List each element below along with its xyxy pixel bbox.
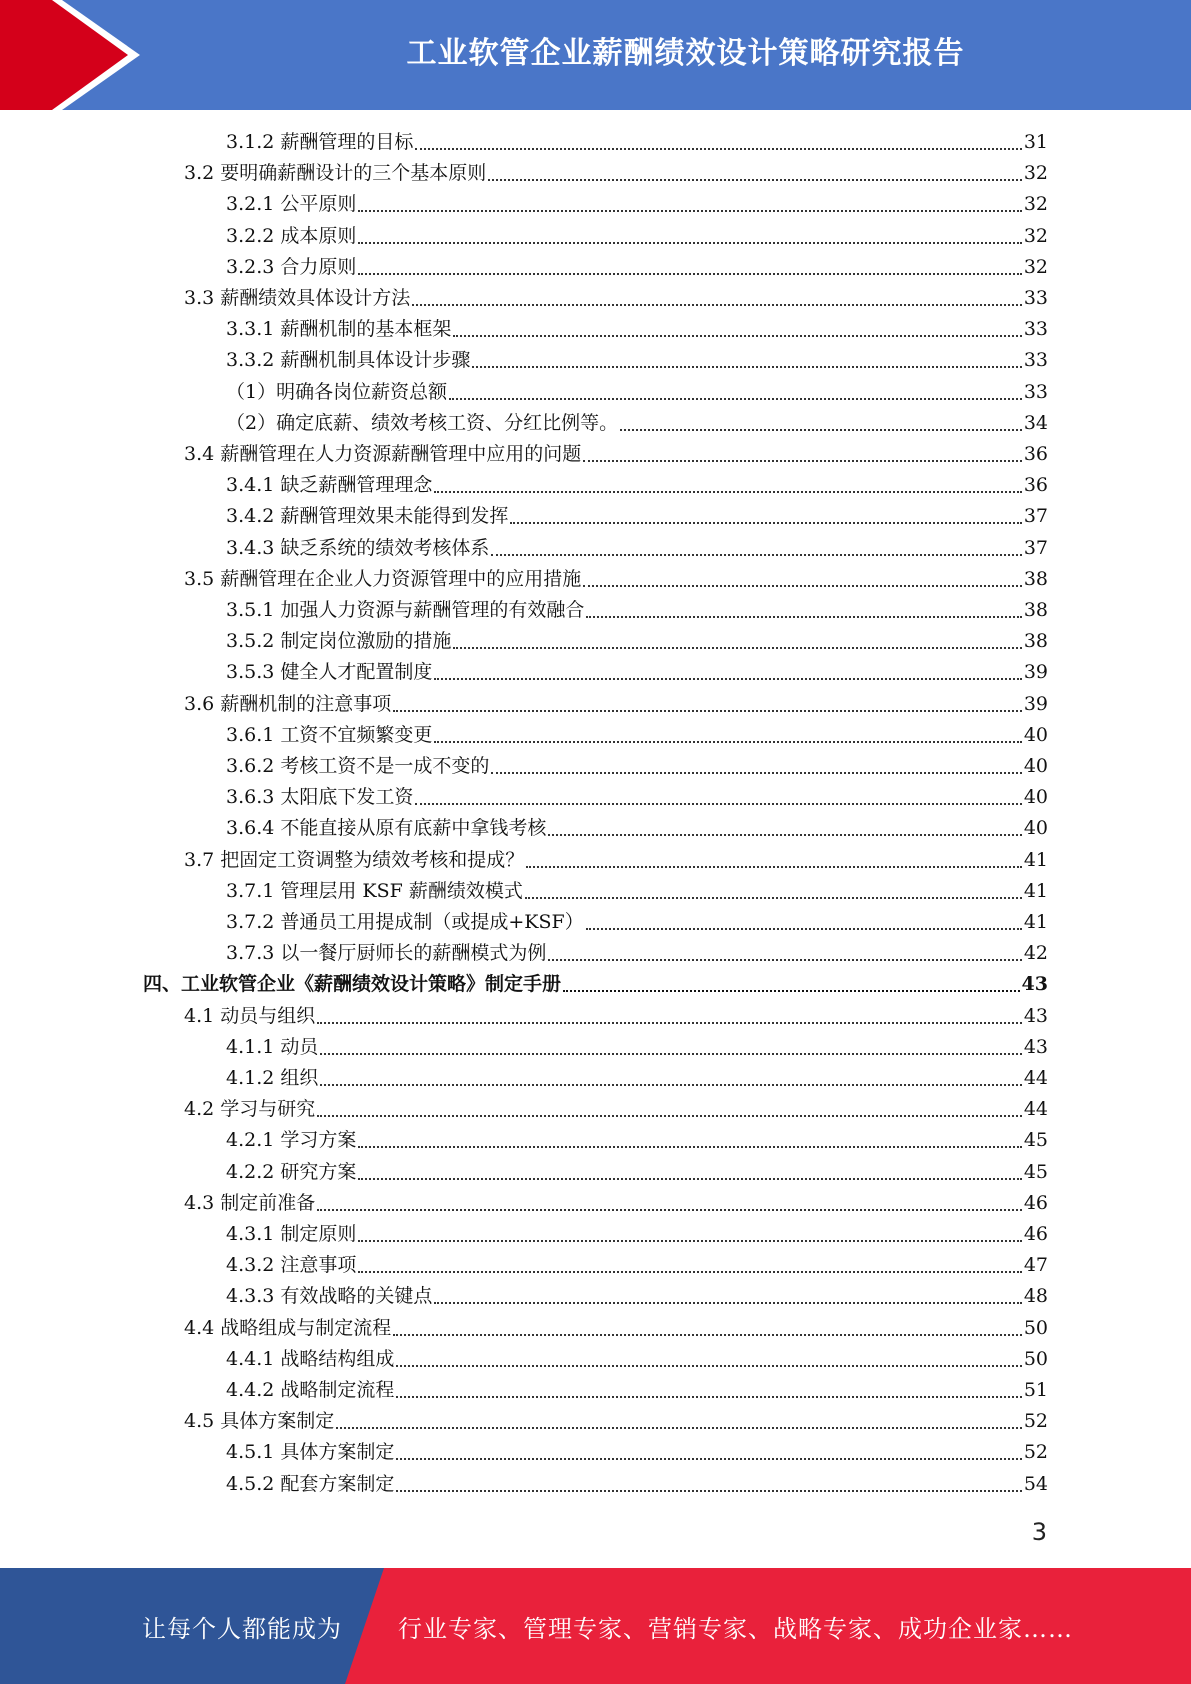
toc-dot-leader xyxy=(583,585,1022,587)
toc-entry-label: 4.3.3 有效战略的关键点 xyxy=(226,1285,433,1308)
toc-entry[interactable] xyxy=(184,283,1048,314)
toc-dot-leader xyxy=(510,522,1021,524)
toc-dot-leader xyxy=(434,491,1021,493)
toc-dot-leader xyxy=(583,460,1022,462)
toc-dot-leader xyxy=(453,335,1021,337)
footer-slogan-right: 行业专家、管理专家、营销专家、战略专家、成功企业家…… xyxy=(398,1614,1073,1643)
toc-entry[interactable] xyxy=(226,1250,1048,1281)
toc-dot-leader xyxy=(488,179,1022,181)
toc-entry-page: 32 xyxy=(1023,162,1048,185)
toc-entry[interactable] xyxy=(226,221,1048,252)
toc-dot-leader xyxy=(563,990,1020,992)
toc-entry-label: 4.5.2 配套方案制定 xyxy=(226,1472,395,1495)
toc-entry[interactable] xyxy=(226,1125,1048,1156)
toc-dot-leader xyxy=(586,928,1022,930)
toc-entry[interactable] xyxy=(226,751,1048,782)
toc-dot-leader xyxy=(548,959,1021,961)
toc-entry[interactable] xyxy=(226,1281,1048,1312)
toc-entry-label: 3.5 薪酬管理在企业人力资源管理中的应用措施 xyxy=(184,567,582,590)
toc-dot-leader xyxy=(434,1302,1021,1304)
toc-dot-leader xyxy=(548,834,1021,836)
toc-entry[interactable] xyxy=(226,720,1048,751)
toc-dot-leader xyxy=(434,678,1021,680)
toc-entry[interactable] xyxy=(184,1406,1048,1437)
toc-entry[interactable] xyxy=(184,158,1048,189)
toc-entry-page: 52 xyxy=(1023,1410,1048,1433)
toc-entry-page: 32 xyxy=(1023,224,1048,247)
toc-entry-page: 54 xyxy=(1023,1472,1048,1495)
toc-entry-page: 43 xyxy=(1023,1035,1048,1058)
toc-entry-label: 3.2 要明确薪酬设计的三个基本原则 xyxy=(184,162,487,185)
toc-entry-page: 51 xyxy=(1023,1379,1048,1401)
toc-entry[interactable] xyxy=(226,907,1048,938)
toc-entry-label: 3.7.1 管理层用 KSF 薪酬绩效模式 xyxy=(226,879,523,902)
toc-entry[interactable] xyxy=(226,1375,1048,1406)
toc-entry-page: 39 xyxy=(1023,661,1048,684)
toc-entry[interactable] xyxy=(226,595,1048,626)
toc-entry-label: 4.1 动员与组织 xyxy=(184,1004,316,1027)
toc-entry[interactable] xyxy=(226,533,1048,564)
toc-dot-leader xyxy=(358,242,1021,244)
toc-dot-leader xyxy=(393,710,1022,712)
toc-dot-leader xyxy=(396,1365,1021,1367)
toc-entry-label: 3.6.4 不能直接从原有底薪中拿钱考核 xyxy=(226,817,547,840)
toc-entry[interactable] xyxy=(226,1437,1048,1468)
toc-dot-leader xyxy=(620,429,1022,431)
toc-entry[interactable] xyxy=(226,1344,1048,1375)
toc-entry-page: 34 xyxy=(1023,411,1048,434)
toc-entry-page: 45 xyxy=(1023,1160,1048,1183)
toc-dot-leader xyxy=(526,866,1022,868)
toc-entry-page: 38 xyxy=(1023,567,1048,590)
toc-entry-page: 43 xyxy=(1023,1004,1048,1027)
toc-entry-page: 40 xyxy=(1023,786,1048,809)
toc-dot-leader xyxy=(586,616,1021,618)
toc-dot-leader xyxy=(358,273,1021,275)
toc-entry-page: 37 xyxy=(1023,536,1048,559)
toc-entry[interactable] xyxy=(226,314,1048,345)
toc-entry-label: 4.5.1 具体方案制定 xyxy=(226,1441,395,1464)
toc-entry[interactable] xyxy=(226,657,1048,688)
toc-entry[interactable] xyxy=(226,813,1048,844)
red-chevron-decoration xyxy=(0,0,150,110)
toc-entry[interactable] xyxy=(226,876,1048,907)
toc-entry-label: 3.6.1 工资不宜频繁变更 xyxy=(226,723,433,746)
toc-entry[interactable] xyxy=(226,252,1048,283)
toc-entry-page: 41 xyxy=(1023,911,1048,933)
toc-entry-label: （2）确定底薪、绩效考核工资、分红比例等。 xyxy=(226,411,619,434)
toc-entry[interactable] xyxy=(184,1313,1048,1344)
toc-entry-label: 3.4.1 缺乏薪酬管理理念 xyxy=(226,474,433,497)
toc-dot-leader xyxy=(358,1240,1021,1242)
toc-dot-leader xyxy=(449,398,1022,400)
toc-dot-leader xyxy=(396,1490,1021,1492)
toc-entry-page: 39 xyxy=(1023,692,1048,715)
toc-entry[interactable] xyxy=(226,1219,1048,1250)
toc-entry[interactable] xyxy=(184,1001,1048,1032)
toc-entry-label: 3.2.1 公平原则 xyxy=(226,193,357,216)
toc-entry[interactable] xyxy=(184,439,1048,470)
toc-entry-label: 3.3.1 薪酬机制的基本框架 xyxy=(226,318,452,341)
toc-dot-leader xyxy=(358,1178,1021,1180)
toc-dot-leader xyxy=(525,897,1022,899)
toc-dot-leader xyxy=(491,772,1021,774)
toc-entry-page: 40 xyxy=(1023,817,1048,840)
toc-entry-label: 3.7.2 普通员工用提成制（或提成+KSF） xyxy=(226,911,584,933)
toc-entry-label: 4.1.1 动员 xyxy=(226,1035,319,1058)
document-title: 工业软管企业薪酬绩效设计策略研究报告 xyxy=(406,36,965,71)
toc-entry-page: 31 xyxy=(1023,131,1048,153)
toc-entry[interactable] xyxy=(226,408,1048,439)
toc-entry[interactable] xyxy=(184,1094,1048,1125)
page-number: 3 xyxy=(1031,1518,1047,1546)
toc-entry-page: 36 xyxy=(1023,474,1048,497)
toc-entry[interactable] xyxy=(226,345,1048,376)
toc-entry-page: 41 xyxy=(1023,879,1048,902)
toc-entry-page: 40 xyxy=(1023,755,1048,777)
toc-entry-page: 38 xyxy=(1023,630,1048,653)
toc-entry-page: 50 xyxy=(1023,1316,1048,1339)
toc-dot-leader xyxy=(358,1146,1021,1148)
toc-entry-label: 4.4.2 战略制定流程 xyxy=(226,1379,395,1401)
page-header xyxy=(0,0,1191,110)
toc-dot-leader xyxy=(396,1458,1021,1460)
toc-entry-page: 36 xyxy=(1023,443,1048,465)
toc-entry-label: （1）明确各岗位薪资总额 xyxy=(226,380,448,403)
toc-entry-page: 37 xyxy=(1023,505,1048,528)
toc-entry-label: 3.6.3 太阳底下发工资 xyxy=(226,786,414,809)
toc-dot-leader xyxy=(396,1396,1021,1398)
toc-entry[interactable] xyxy=(143,969,1048,1000)
toc-entry-page: 50 xyxy=(1023,1347,1048,1370)
toc-entry-label: 4.4.1 战略结构组成 xyxy=(226,1347,395,1370)
toc-dot-leader xyxy=(317,1209,1022,1211)
toc-entry[interactable] xyxy=(226,626,1048,657)
toc-dot-leader xyxy=(358,1271,1021,1273)
toc-entry-label: 3.4.2 薪酬管理效果未能得到发挥 xyxy=(226,505,509,528)
toc-entry[interactable] xyxy=(226,1063,1048,1094)
toc-dot-leader xyxy=(412,304,1022,306)
toc-dot-leader xyxy=(317,1022,1022,1024)
toc-entry-page: 32 xyxy=(1023,255,1048,278)
toc-entry-label: 4.2.1 学习方案 xyxy=(226,1129,357,1152)
toc-dot-leader xyxy=(453,647,1021,649)
toc-entry[interactable] xyxy=(226,127,1048,158)
toc-dot-leader xyxy=(472,366,1021,368)
toc-entry-label: 3.5.1 加强人力资源与薪酬管理的有效融合 xyxy=(226,599,585,621)
toc-entry-page: 33 xyxy=(1023,287,1048,309)
toc-entry-label: 4.3 制定前准备 xyxy=(184,1191,316,1214)
toc-entry-label: 3.7 把固定工资调整为绩效考核和提成？ xyxy=(184,848,525,871)
toc-entry-label: 3.2.3 合力原则 xyxy=(226,255,357,278)
toc-entry-label: 4.3.1 制定原则 xyxy=(226,1223,357,1245)
toc-entry-page: 40 xyxy=(1023,723,1048,746)
toc-entry[interactable] xyxy=(184,845,1048,876)
toc-entry-page: 46 xyxy=(1023,1223,1048,1245)
toc-entry-label: 3.4 薪酬管理在人力资源薪酬管理中应用的问题 xyxy=(184,443,582,465)
toc-entry[interactable] xyxy=(184,564,1048,595)
toc-entry-page: 43 xyxy=(1021,973,1048,996)
toc-entry-label: 4.3.2 注意事项 xyxy=(226,1254,357,1277)
toc-dot-leader xyxy=(434,741,1021,743)
toc-entry-label: 3.5.3 健全人才配置制度 xyxy=(226,661,433,684)
toc-dot-leader xyxy=(320,1053,1021,1055)
toc-entry-label: 3.5.2 制定岗位激励的措施 xyxy=(226,630,452,653)
toc-entry[interactable] xyxy=(226,501,1048,532)
footer-slogan-left: 让每个人都能成为 xyxy=(142,1614,342,1643)
toc-entry-label: 4.1.2 组织 xyxy=(226,1067,319,1089)
toc-entry[interactable] xyxy=(226,1157,1048,1188)
page-footer xyxy=(0,1568,1191,1684)
toc-dot-leader xyxy=(491,554,1021,556)
toc-entry-page: 52 xyxy=(1023,1441,1048,1464)
toc-entry-label: 4.2 学习与研究 xyxy=(184,1098,316,1121)
toc-entry[interactable] xyxy=(226,782,1048,813)
toc-entry-label: 3.4.3 缺乏系统的绩效考核体系 xyxy=(226,536,490,559)
toc-entry[interactable] xyxy=(226,938,1048,969)
toc-entry[interactable] xyxy=(226,189,1048,220)
toc-entry-label: 3.3 薪酬绩效具体设计方法 xyxy=(184,287,411,309)
toc-entry-label: 3.7.3 以一餐厅厨师长的薪酬模式为例 xyxy=(226,942,547,965)
toc-entry-label: 4.4 战略组成与制定流程 xyxy=(184,1316,392,1339)
toc-entry-page: 46 xyxy=(1023,1191,1048,1214)
toc-dot-leader xyxy=(317,1115,1022,1117)
toc-entry-label: 3.1.2 薪酬管理的目标 xyxy=(226,131,414,153)
toc-entry-page: 33 xyxy=(1023,349,1048,372)
toc-entry[interactable] xyxy=(226,1469,1048,1500)
toc-entry-page: 32 xyxy=(1023,193,1048,216)
toc-entry[interactable] xyxy=(184,689,1048,720)
toc-entry-page: 33 xyxy=(1023,380,1048,403)
toc-entry-page: 42 xyxy=(1023,942,1048,965)
toc-entry-page: 41 xyxy=(1023,848,1048,871)
toc-dot-leader xyxy=(393,1334,1022,1336)
toc-entry-page: 47 xyxy=(1023,1254,1048,1277)
toc-entry-page: 38 xyxy=(1023,599,1048,621)
toc-dot-leader xyxy=(415,148,1021,150)
toc-entry-label: 3.2.2 成本原则 xyxy=(226,224,357,247)
toc-dot-leader xyxy=(336,1427,1022,1429)
toc-entry[interactable] xyxy=(184,1188,1048,1219)
toc-dot-leader xyxy=(358,210,1021,212)
toc-dot-leader xyxy=(320,1084,1021,1086)
toc-entry-page: 44 xyxy=(1023,1067,1048,1089)
toc-entry-label: 3.6 薪酬机制的注意事项 xyxy=(184,692,392,715)
toc-entry[interactable] xyxy=(226,470,1048,501)
toc-entry[interactable] xyxy=(226,1032,1048,1063)
toc-entry-label: 4.5 具体方案制定 xyxy=(184,1410,335,1433)
toc-entry-label: 四、工业软管企业《薪酬绩效设计策略》制定手册 xyxy=(143,973,562,996)
toc-entry-page: 44 xyxy=(1023,1098,1048,1121)
toc-entry-page: 48 xyxy=(1023,1285,1048,1308)
toc-entry-label: 4.2.2 研究方案 xyxy=(226,1160,357,1183)
toc-entry-page: 33 xyxy=(1023,318,1048,341)
toc-entry-page: 45 xyxy=(1023,1129,1048,1152)
toc-dot-leader xyxy=(415,803,1021,805)
toc-entry-label: 3.6.2 考核工资不是一成不变的 xyxy=(226,755,490,777)
toc-entry[interactable] xyxy=(226,377,1048,408)
toc-entry-label: 3.3.2 薪酬机制具体设计步骤 xyxy=(226,349,471,372)
